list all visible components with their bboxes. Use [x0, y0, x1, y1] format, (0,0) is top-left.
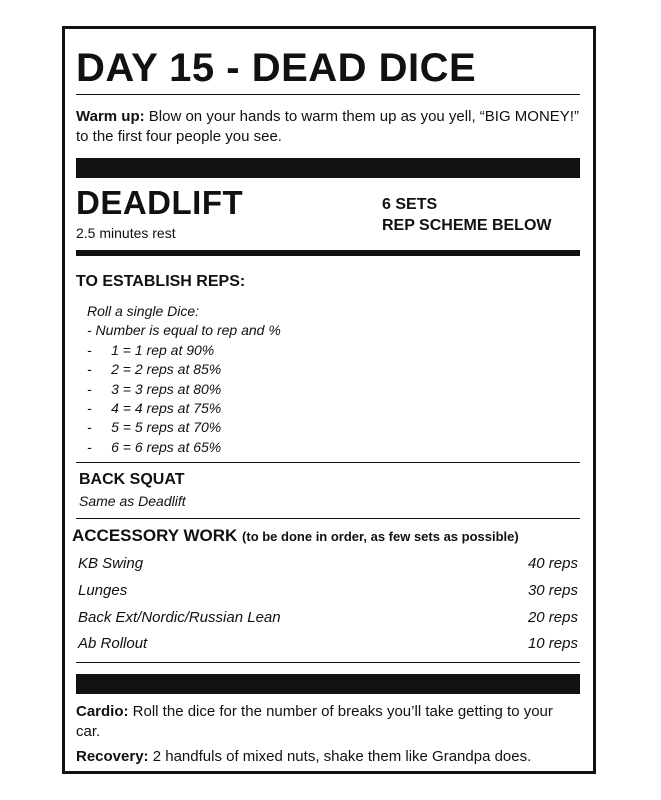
back-squat-note: Same as Deadlift: [79, 493, 186, 509]
accessory-title: ACCESSORY WORK: [72, 526, 238, 545]
cardio-body: Roll the dice for the number of breaks you’ll take getting to your car.: [76, 703, 553, 740]
exercise-name: Lunges: [78, 582, 128, 599]
exercise-name: KB Swing: [78, 555, 144, 572]
establish-list: [87, 302, 281, 457]
main-lift-name: DEADLIFT: [76, 184, 244, 221]
exercise-reps: 10 reps: [527, 635, 578, 652]
recovery-body: 2 handfuls of mixed nuts, shake them like Grandpa does.: [152, 748, 532, 765]
exercise-reps: 30 reps: [527, 582, 578, 599]
main-lift-sets: [382, 194, 552, 236]
exercise-name: Back Ext/Nordic/Russian Lean: [78, 609, 281, 626]
section-bar-mid: [76, 250, 580, 256]
establish-heading: TO ESTABLISH REPS:: [76, 273, 246, 290]
cardio-text: [76, 702, 581, 742]
list-item: Roll a single Dice:: [87, 303, 200, 319]
list-item: - 2 = 2 reps at 85%: [87, 361, 222, 378]
title-divider: [76, 94, 580, 95]
list-item: [78, 582, 578, 599]
warmup-label: Warm up:: [76, 108, 145, 125]
section-bar-bottom: [76, 674, 580, 694]
list-item: - 1 = 1 rep at 90%: [87, 341, 215, 358]
list-item: - Number is equal to rep and %: [87, 322, 281, 339]
warmup-body: Blow on your hands to warm them up as you yell, “BIG MONEY!” to the first four people you see.: [76, 108, 579, 145]
section-bar-top: [76, 158, 580, 178]
warmup-text: [76, 107, 581, 147]
list-item: - 5 = 5 reps at 70%: [87, 419, 222, 436]
accessory-heading: [72, 526, 519, 546]
list-item: [78, 555, 578, 572]
divider: [76, 518, 580, 519]
recovery-label: Recovery:: [76, 748, 149, 765]
divider: [76, 662, 580, 663]
list-item: - 6 = 6 reps at 65%: [87, 438, 222, 455]
sets-count: 6 SETS: [382, 196, 438, 213]
list-item: - 4 = 4 reps at 75%: [87, 400, 222, 417]
back-squat-heading: BACK SQUAT: [79, 471, 185, 488]
list-item: [78, 635, 578, 652]
list-item: [78, 609, 578, 626]
exercise-reps: 40 reps: [527, 555, 578, 572]
list-item: - 3 = 3 reps at 80%: [87, 380, 222, 397]
recovery-text: [76, 747, 581, 767]
divider: [76, 462, 580, 463]
rep-scheme: REP SCHEME BELOW: [382, 217, 552, 234]
exercise-name: Ab Rollout: [78, 635, 148, 652]
page-title: DAY 15 - DEAD DICE: [76, 46, 477, 90]
cardio-label: Cardio:: [76, 703, 129, 720]
exercise-reps: 20 reps: [527, 609, 578, 626]
main-lift-rest: 2.5 minutes rest: [76, 225, 176, 241]
accessory-note: (to be done in order, as few sets as possible): [242, 529, 519, 544]
